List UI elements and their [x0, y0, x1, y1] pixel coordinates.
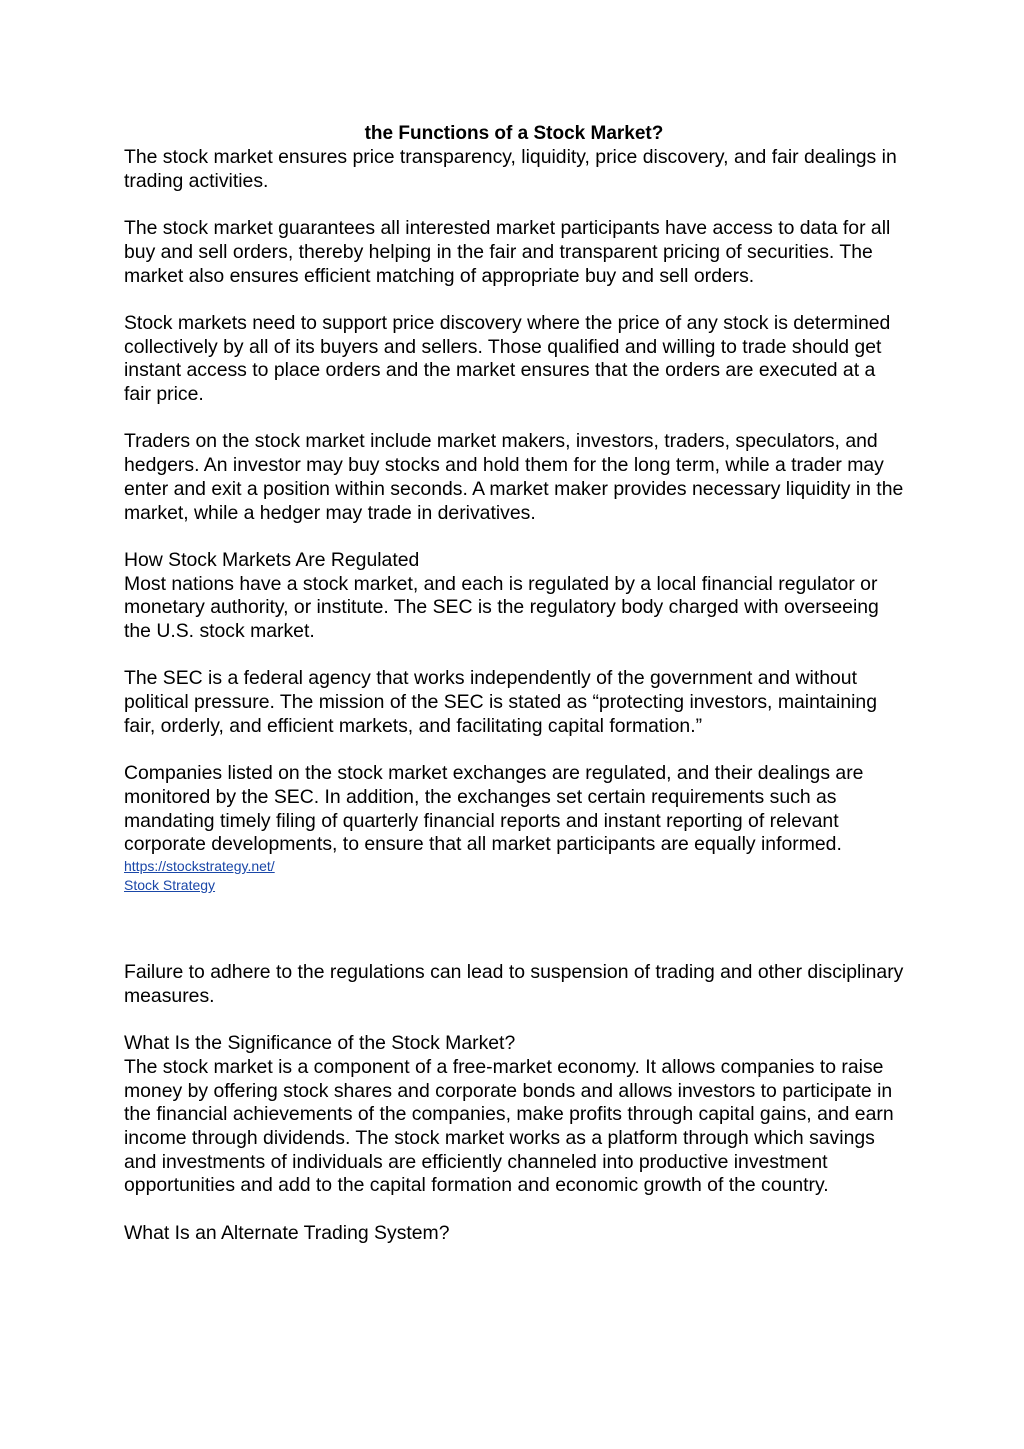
- document-page: [124, 122, 904, 1245]
- paragraph-traders: Traders on the stock market include market makers, investors, traders, speculators, and hedgers. An investor may buy stocks and hold them for the long term, while a trader may enter and exit a position within seconds. A market maker provides necessary liquidity in the market, while a hedger may trade in derivatives.: [124, 430, 904, 524]
- spacer: [124, 895, 904, 961]
- paragraph-price-transparency: The stock market ensures price transparency, liquidity, price discovery, and fair dealings in trading activities.: [124, 146, 897, 192]
- paragraph-failure: Failure to adhere to the regulations can lead to suspension of trading and other disciplinary measures.: [124, 961, 904, 1007]
- spacer: [124, 193, 904, 217]
- paragraph-companies-regulated: Companies listed on the stock market exchanges are regulated, and their dealings are monitored by the SEC. In addition, the exchanges set certain requirements such as mandating timely filing of quarterly financial reports and instant reporting of relevant corporate developments, to ensure that all market participants are equally informed.: [124, 762, 864, 856]
- spacer: [124, 644, 904, 668]
- spacer: [124, 525, 904, 549]
- source-links: [124, 857, 904, 895]
- spacer: [124, 288, 904, 312]
- paragraph-sec-mission: The SEC is a federal agency that works independently of the government and without political pressure. The mission of the SEC is stated as “protecting investors, maintaining fair, orderly, and efficient markets, and facilitating capital formation.”: [124, 667, 877, 737]
- paragraph-significance: The stock market is a component of a free-market economy. It allows companies to raise money by offering stock shares and corporate bonds and allows investors to participate in the financial achievements of the companies, make profits through capital gains, and earn income through dividends. The stock market works as a platform through which savings and investments of individuals are efficiently channeled into productive investment opportunities and add to the capital formation and economic growth of the country.: [124, 1055, 894, 1197]
- spacer: [124, 1008, 904, 1032]
- paragraph-price-discovery: Stock markets need to support price discovery where the price of any stock is determined collectively by all of its buyers and sellers. Those qualified and willing to trade should get instant access to place orders and the market ensures that the orders are executed at a fair price.: [124, 311, 891, 405]
- paragraph-regulators: Most nations have a stock market, and each is regulated by a local financial regulator or monetary authority, or institute. The SEC is the regulatory body charged with overseeing the U.S. stock market.: [124, 572, 879, 642]
- document-title: the Functions of a Stock Market?: [364, 123, 664, 144]
- spacer: [124, 1198, 904, 1222]
- paragraph-data-access: The stock market guarantees all interested market participants have access to data for all buy and sell orders, thereby helping in the fair and transparent pricing of securities. The market also ensures efficient matching of appropriate buy and sell orders.: [124, 217, 891, 287]
- spacer: [124, 739, 904, 763]
- heading-ats: What Is an Alternate Trading System?: [124, 1221, 450, 1244]
- heading-significance: What Is the Significance of the Stock Market?: [124, 1032, 516, 1055]
- heading-regulated: How Stock Markets Are Regulated: [124, 548, 420, 571]
- spacer: [124, 407, 904, 431]
- link-url[interactable]: https://stockstrategy.net/: [124, 858, 275, 874]
- link-name[interactable]: Stock Strategy: [124, 877, 216, 893]
